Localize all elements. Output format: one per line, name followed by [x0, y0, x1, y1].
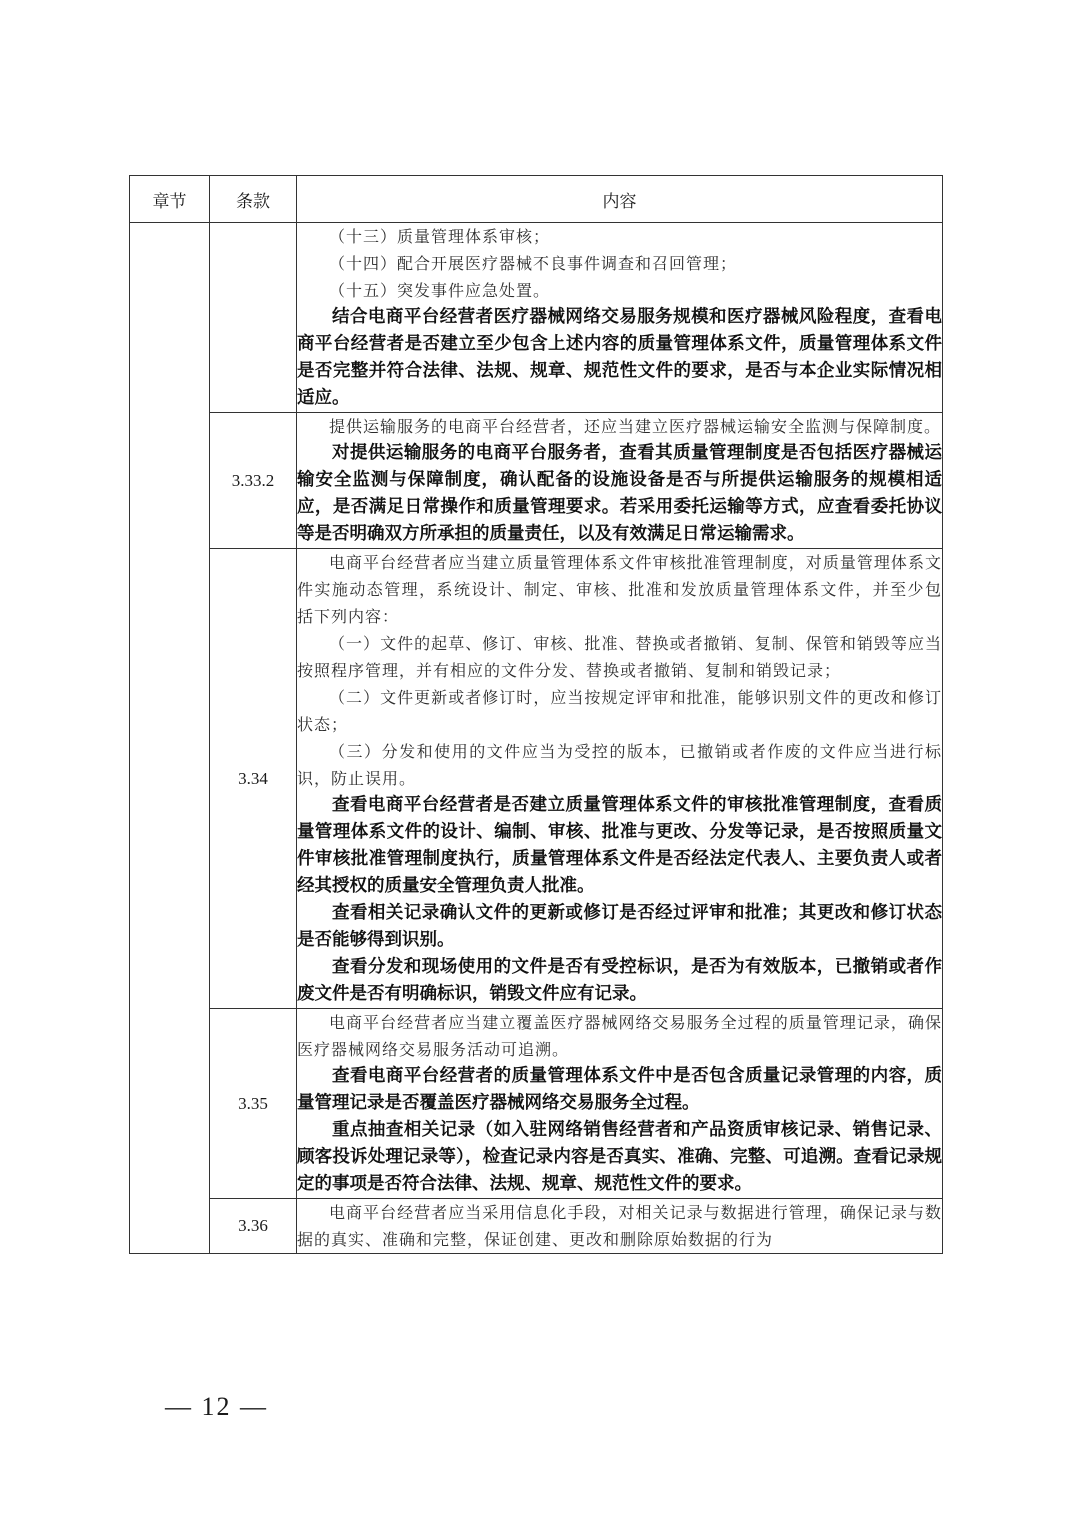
clause-cell: 3.33.2	[210, 413, 297, 549]
requirement-paragraph: （十三）质量管理体系审核；	[329, 227, 551, 246]
requirement-paragraph: 提供运输服务的电商平台经营者，还应当建立医疗器械运输安全监测与保障制度。	[329, 417, 942, 436]
inspection-paragraph: 查看电商平台经营者的质量管理体系文件中是否包含质量记录管理的内容，质量管理记录是否覆盖医疗器械网络交易服务全过程。	[297, 1066, 942, 1113]
clause-cell: 3.36	[210, 1199, 297, 1254]
table-body	[130, 223, 943, 1254]
inspection-paragraph: 查看相关记录确认文件的更新或修订是否经过评审和批准；其更改和修订状态是否能够得到识别。	[297, 903, 942, 950]
requirement-paragraph: 电商平台经营者应当建立质量管理体系文件审核批准管理制度，对质量管理体系文件实施动态管理，系统设计、制定、审核、批准和发放质量管理体系文件，并至少包括下列内容：	[297, 553, 942, 626]
inspection-paragraph: 查看分发和现场使用的文件是否有受控标识，是否为有效版本，已撤销或者作废文件是否有明确标识，销毁文件应有记录。	[297, 957, 942, 1004]
clause-cell: 3.35	[210, 1009, 297, 1199]
requirement-paragraph: （三）分发和使用的文件应当为受控的版本，已撤销或者作废的文件应当进行标识，防止误用。	[297, 742, 942, 788]
requirement-paragraph: 电商平台经营者应当建立覆盖医疗器械网络交易服务全过程的质量管理记录，确保医疗器械网络交易服务活动可追溯。	[297, 1013, 942, 1059]
requirement-paragraph: 电商平台经营者应当采用信息化手段，对相关记录与数据进行管理，确保记录与数据的真实、准确和完整，保证创建、更改和删除原始数据的行为	[297, 1203, 942, 1249]
clause-cell	[210, 223, 297, 413]
review-criteria-table	[129, 175, 943, 1254]
table-row	[130, 1199, 943, 1254]
inspection-paragraph: 对提供运输服务的电商平台服务者，查看其质量管理制度是否包括医疗器械运输安全监测与保障制度，确认配备的设施设备是否与所提供运输服务的规模相适应，是否满足日常操作和质量管理要求。若采用委托运输等方式，应查看委托协议等是否明确双方所承担的质量责任，以及有效满足日常运输需求。	[297, 443, 942, 544]
requirement-paragraph: （一）文件的起草、修订、审核、批准、替换或者撤销、复制、保管和销毁等应当按照程序管理，并有相应的文件分发、替换或者撤销、复制和销毁记录；	[297, 634, 942, 680]
header-chapter: 章节	[130, 176, 210, 223]
content-cell	[297, 1009, 943, 1199]
chapter-cell	[130, 223, 210, 1254]
requirement-paragraph: （二）文件更新或者修订时，应当按规定评审和批准，能够识别文件的更改和修订状态；	[297, 688, 942, 734]
requirement-paragraph: （十四）配合开展医疗器械不良事件调查和召回管理；	[329, 254, 738, 273]
content-cell	[297, 223, 943, 413]
inspection-paragraph: 重点抽查相关记录（如入驻网络销售经营者和产品资质审核记录、销售记录、顾客投诉处理记录等），检查记录内容是否真实、准确、完整、可追溯。查看记录规定的事项是否符合法律、法规、规章、规范性文件的要求。	[297, 1120, 942, 1194]
inspection-paragraph: 查看电商平台经营者是否建立质量管理体系文件的审核批准管理制度，查看质量管理体系文件的设计、编制、审核、批准与更改、分发等记录，是否按照质量文件审核批准管理制度执行，质量管理体系文件是否经法定代表人、主要负责人或者经其授权的质量安全管理负责人批准。	[297, 795, 942, 896]
inspection-paragraph: 结合电商平台经营者医疗器械网络交易服务规模和医疗器械风险程度，查看电商平台经营者是否建立至少包含上述内容的质量管理体系文件，质量管理体系文件是否完整并符合法律、法规、规章、规范性文件的要求，是否与本企业实际情况相适应。	[297, 307, 942, 408]
page-number: — 12 —	[165, 1392, 268, 1421]
content-cell	[297, 413, 943, 549]
clause-cell: 3.34	[210, 549, 297, 1009]
header-clause: 条款	[210, 176, 297, 223]
table-row	[130, 1009, 943, 1199]
header-content: 内容	[297, 176, 943, 223]
table-row	[130, 223, 943, 413]
table-row	[130, 413, 943, 549]
requirement-paragraph: （十五）突发事件应急处置。	[329, 281, 551, 300]
content-cell	[297, 1199, 943, 1254]
table-header-row	[130, 176, 943, 223]
content-cell	[297, 549, 943, 1009]
table-row	[130, 549, 943, 1009]
